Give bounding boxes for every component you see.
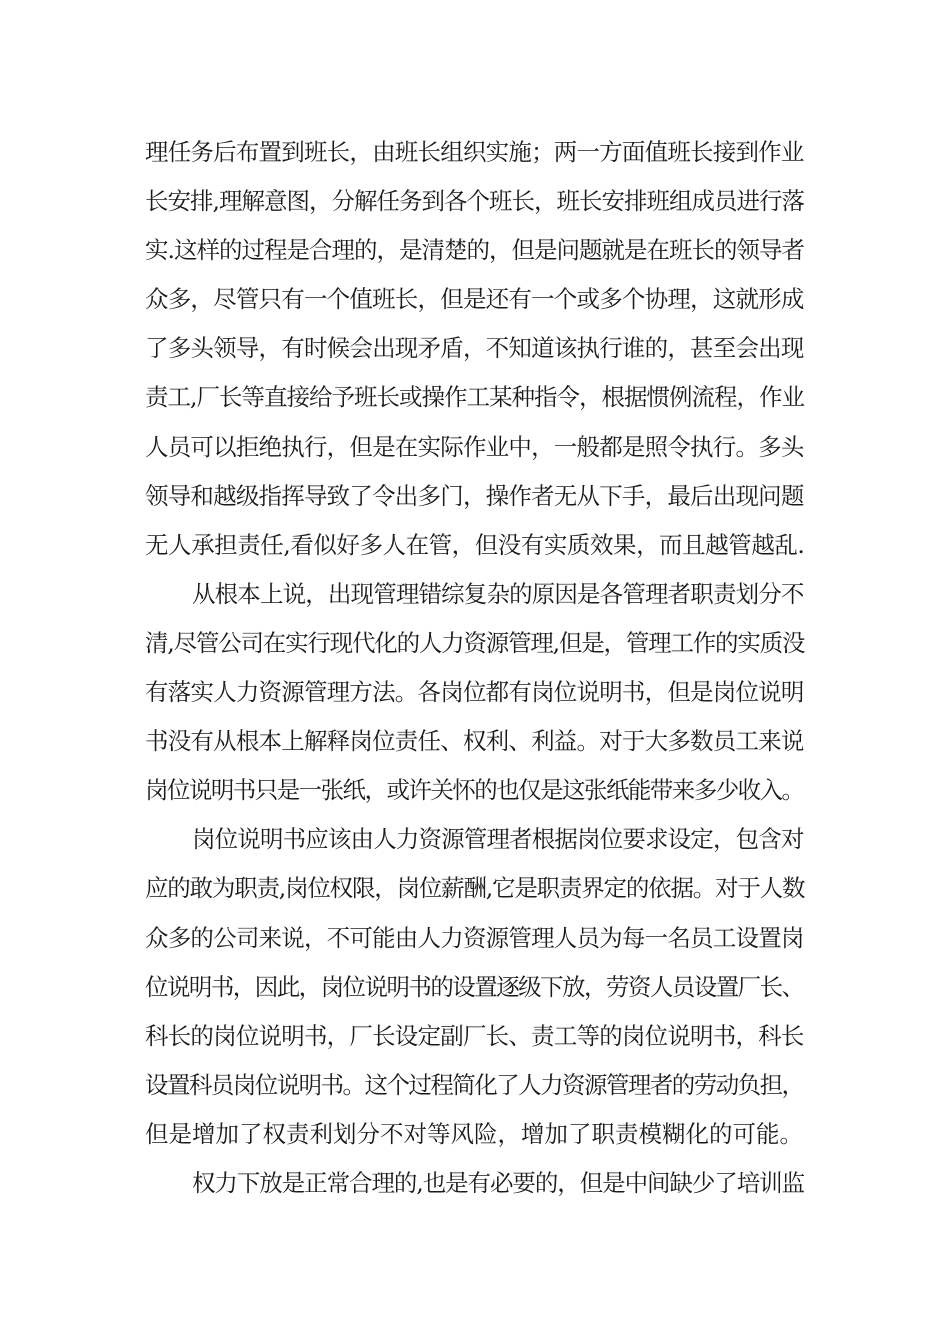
paragraph-first-line: 从根本上说，出现管理错综复杂的原因是各管理者职责划分不 bbox=[192, 579, 804, 608]
text-line: 应的敢为职责,岗位权限，岗位薪酬,它是职责界定的依据。对于人数 bbox=[145, 874, 805, 903]
paragraph-first-line: 岗位说明书应该由人力资源管理者根据岗位要求设定，包含对 bbox=[192, 825, 804, 854]
text-line: 人员可以拒绝执行，但是在实际作业中，一般都是照令执行。多头 bbox=[145, 432, 804, 461]
text-line: 科长的岗位说明书，厂长设定副厂长、责工等的岗位说明书，科长 bbox=[145, 1021, 804, 1050]
text-line: 理任务后布置到班长，由班长组织实施；两一方面值班长接到作业 bbox=[145, 138, 804, 166]
text-line: 长安排,理解意图，分解任务到各个班长，班长安排班组成员进行落 bbox=[145, 187, 804, 216]
paragraph-first-line: 权力下放是正常合理的,也是有必要的，但是中间缺少了培训监 bbox=[192, 1168, 805, 1197]
text-line: 领导和越级指挥导致了令出多门，操作者无从下手，最后出现问题 bbox=[145, 481, 804, 510]
text-line: 位说明书，因此，岗位说明书的设置逐级下放，劳资人员设置厂长、 bbox=[145, 972, 804, 1001]
text-line: 有落实人力资源管理方法。各岗位都有岗位说明书，但是岗位说明 bbox=[145, 678, 804, 707]
text-line: 众多的公司来说，不可能由人力资源管理人员为每一名员工设置岗 bbox=[145, 923, 804, 952]
text-line: 设置科员岗位说明书。这个过程简化了人力资源管理者的劳动负担， bbox=[145, 1070, 804, 1099]
text-line: 责工,厂长等直接给予班长或操作工某种指令，根据惯例流程，作业 bbox=[145, 383, 804, 412]
text-line: 岗位说明书只是一张纸，或许关怀的也仅是这张纸能带来多少收入。 bbox=[145, 776, 804, 805]
body-text bbox=[145, 128, 805, 1208]
text-line: 清,尽管公司在实行现代化的人力资源管理,但是，管理工作的实质没 bbox=[145, 628, 805, 657]
text-line: 书没有从根本上解释岗位责任、权利、利益。对于大多数员工来说 bbox=[145, 727, 804, 756]
text-line: 实.这样的过程是合理的，是清楚的，但是问题就是在班长的领导者 bbox=[145, 236, 804, 265]
text-line: 众多，尽管只有一个值班长，但是还有一个或多个协理，这就形成 bbox=[145, 285, 804, 314]
text-line: 但是增加了权责利划分不对等风险，增加了职责模糊化的可能。 bbox=[145, 1119, 803, 1148]
text-line: 了多头领导，有时候会出现矛盾，不知道该执行谁的，甚至会出现 bbox=[145, 334, 804, 363]
text-line: 无人承担责任,看似好多人在管，但没有实质效果，而且越管越乱. bbox=[145, 530, 805, 559]
